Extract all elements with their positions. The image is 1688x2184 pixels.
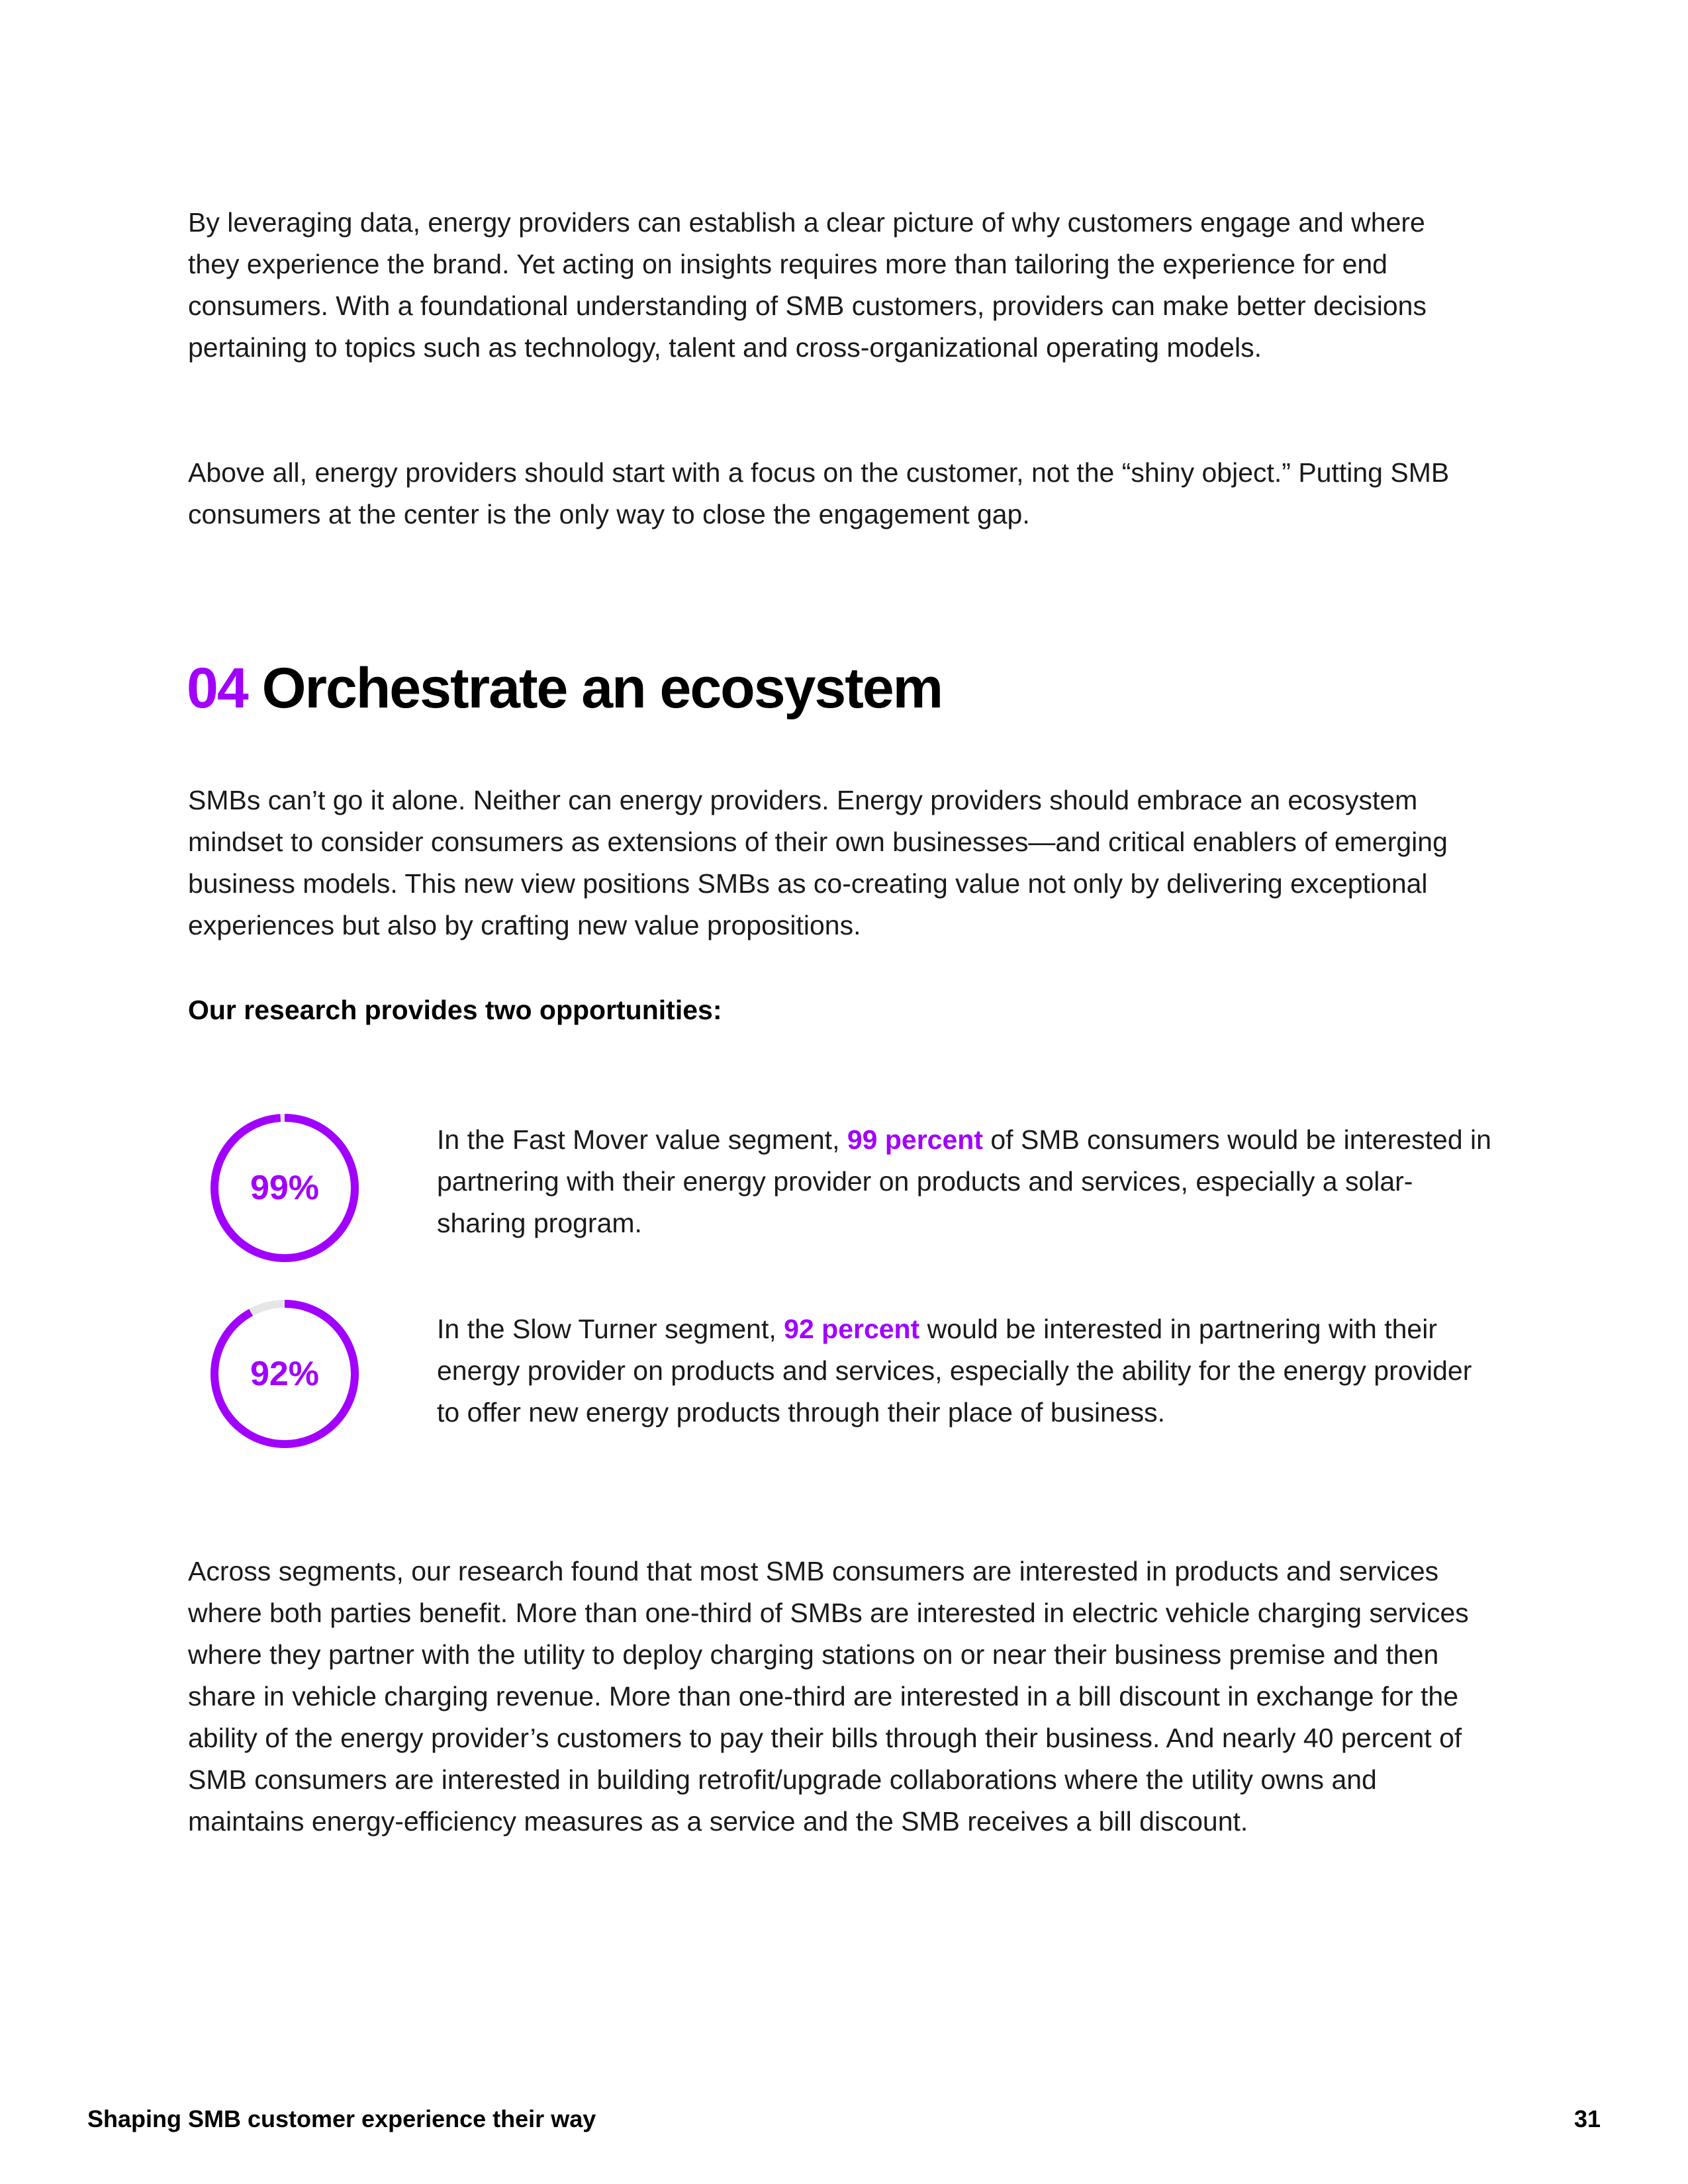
stat-ring-slow-turner (211, 1300, 359, 1448)
ecosystem-paragraph: SMBs can’t go it alone. Neither can energy providers. Energy providers should embrace an ecosystem mindset to consider consumers as extensions of their own businesses—and critical enablers of emerging business models. This new view positions SMBs as co-creating value not only by delivering exceptional experiences but also by crafting new value propositions. (188, 785, 1448, 940)
opportunities-heading: Our research provides two opportunities: (188, 995, 722, 1025)
stat-text-rest: would be interested in partnering with their energy provider on products and services, especially the ability for the energy provider to offer new energy products through their place of business. (437, 1314, 1472, 1428)
intro-paragraph-2: Above all, energy providers should start with a focus on the customer, not the “shiny object.” Putting SMB consumers at the center is the only way to close the engagement gap. (188, 457, 1450, 529)
page-number: 31 (1573, 2105, 1601, 2132)
section-title: Orchestrate an ecosystem (261, 657, 943, 720)
across-segments-paragraph: Across segments, our research found that most SMB consumers are interested in products and services where both parties benefit. More than one-third of SMBs are interested in electric vehicle charging services where they partner with the utility to deploy charging stations on or near their business premise and then share in vehicle charging revenue. More than one-third are interested in a bill discount in exchange for the ability of the energy provider’s customers to pay their bills through their business. And nearly 40 percent of SMB consumers are interested in building retrofit/upgrade collaborations where the utility owns and maintains energy-efficiency measures as a service and the SMB receives a bill discount. (188, 1556, 1469, 1837)
stat-ring-fast-mover (211, 1114, 359, 1262)
section-heading (187, 652, 942, 725)
stat-ring-label: 99% (250, 1169, 320, 1207)
stat-highlight: 99 percent (847, 1124, 983, 1155)
stat-text-slow-turner (437, 1308, 1496, 1433)
stat-highlight: 92 percent (784, 1314, 920, 1344)
intro-paragraph-1: By leveraging data, energy providers can establish a clear picture of why customers engage and where they experience the brand. Yet acting on insights requires more than tailoring the experience for end consumers. With a foundational understanding of SMB customers, providers can make better decisions pertaining to topics such as technology, talent and cross-organizational operating models. (188, 207, 1427, 363)
stat-text-lead: In the Fast Mover value segment, (437, 1124, 847, 1155)
footer-title: Shaping SMB customer experience their way (87, 2105, 596, 2132)
stat-text-lead: In the Slow Turner segment, (437, 1314, 784, 1344)
section-number: 04 (187, 657, 248, 720)
stat-ring-label: 92% (250, 1355, 320, 1393)
stat-text-fast-mover (437, 1119, 1496, 1244)
stat-text-rest: of SMB consumers would be interested in partnering with their energy provider on products and services, especially a solar-sharing program. (437, 1124, 1491, 1238)
